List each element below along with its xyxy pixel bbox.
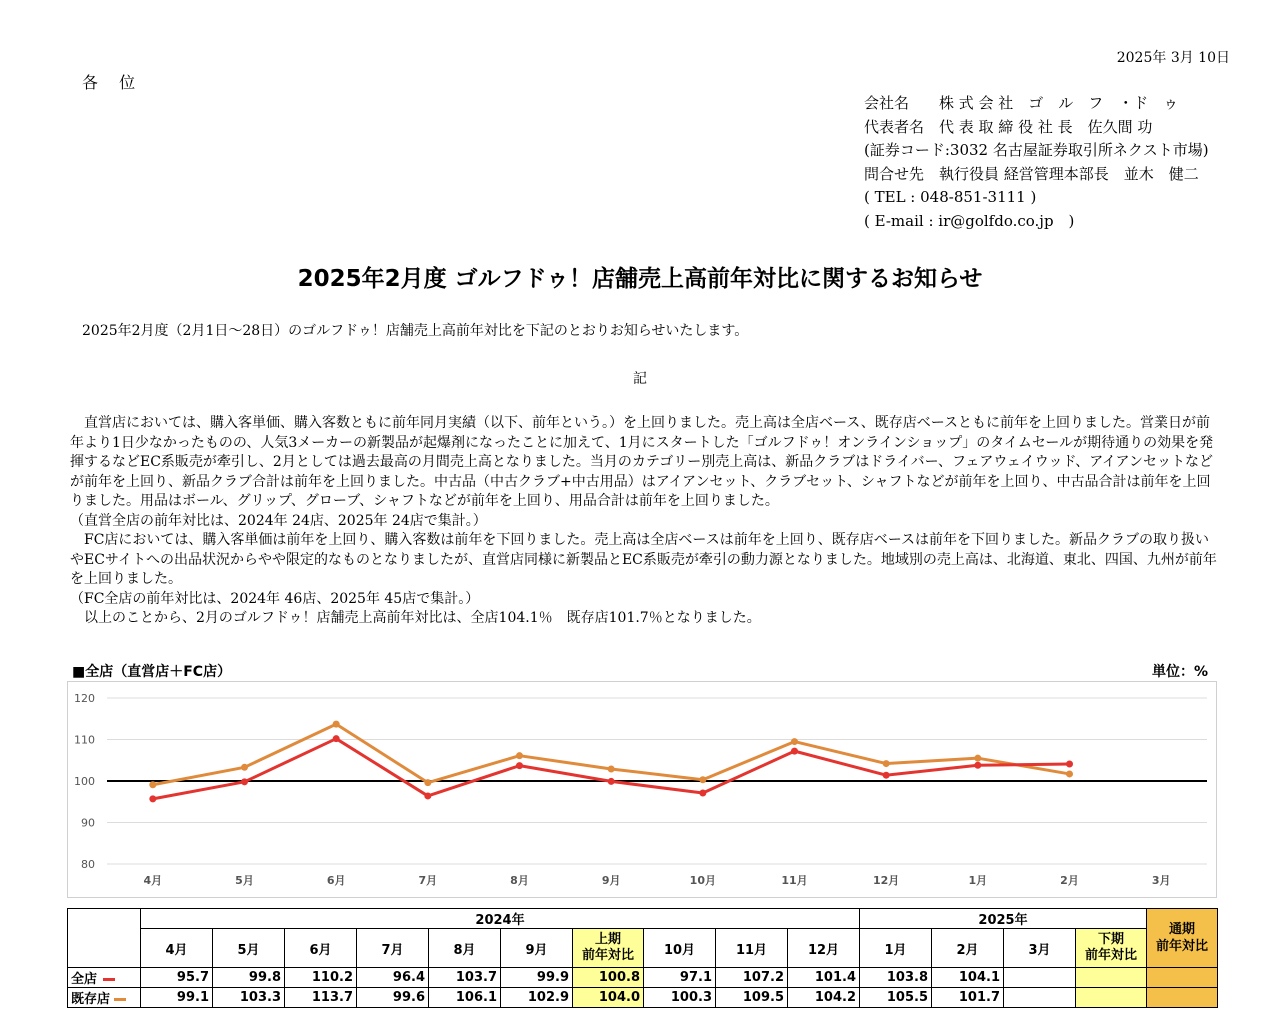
x-tick-label: 1月: [968, 874, 988, 887]
data-point: [974, 755, 981, 762]
h1-total-cell: 104.0: [573, 988, 644, 1008]
company-name-line: 会社名 株 式 会 社 ゴ ル フ ・ド ゥ: [864, 94, 1179, 112]
existing-stores-legend-mark: [114, 998, 126, 1001]
data-point: [516, 762, 523, 769]
x-tick-label: 7月: [418, 874, 438, 887]
month-header: 3月: [1004, 929, 1076, 968]
sales-line-chart: [67, 681, 1217, 898]
table-cell: 100.3: [644, 988, 716, 1008]
chart-frame: [68, 682, 1217, 898]
year-2025-header: 2025年: [860, 909, 1147, 929]
table-cell: 97.1: [644, 968, 716, 988]
x-tick-label: 12月: [873, 874, 900, 887]
sales-data-table: [67, 908, 1218, 1008]
month-header: 7月: [357, 929, 429, 968]
table-corner: [68, 909, 141, 968]
y-tick-label: 90: [81, 816, 95, 830]
data-point: [791, 738, 798, 745]
fc-store-paragraph: FC店においては、購入客単価は前年を上回り、購入客数は前年を下回りました。売上高は全店ベースは前年を上回り、既存店ベースは前年を下回りました。新品クラブの取り扱いやECサイトへの出品状況からやや限定的なものとなりましたが、直営店同様に新製品とEC系販売が牽引の動力源となりました。地域別の売上高は、北海道、東北、四国、九州が前年を上回りました。: [70, 532, 1217, 587]
x-tick-label: 2月: [1060, 874, 1079, 887]
table-cell: 101.7: [932, 988, 1004, 1008]
x-tick-label: 9月: [601, 874, 621, 887]
data-point: [516, 752, 523, 759]
all-stores-legend-mark: [103, 978, 115, 981]
data-point: [424, 792, 431, 799]
data-point: [333, 721, 340, 728]
h2-total-header: 下期 前年対比: [1076, 929, 1147, 968]
representative-line: 代表者名 代 表 取 締 役 社 長 佐久間 功: [864, 117, 1153, 136]
row-label: 既存店: [68, 988, 141, 1008]
year-2024-header: 2024年: [141, 909, 860, 929]
month-header: 6月: [285, 929, 357, 968]
month-header: 11月: [716, 929, 788, 968]
data-point: [608, 778, 615, 785]
table-cell: 106.1: [429, 988, 501, 1008]
month-header: 12月: [788, 929, 860, 968]
data-point: [149, 781, 156, 788]
data-point: [149, 795, 156, 802]
data-point: [1066, 760, 1073, 767]
month-header: 2月: [932, 929, 1004, 968]
table-cell: 99.6: [357, 988, 429, 1008]
y-tick-label: 100: [74, 775, 95, 788]
table-cell: 99.9: [501, 968, 573, 988]
full-year-cell: [1147, 988, 1218, 1008]
x-tick-label: 5月: [235, 874, 254, 887]
company-info: [864, 92, 1209, 233]
y-tick-label: 80: [81, 858, 95, 871]
h1-total-header: 上期 前年対比: [573, 929, 644, 968]
ki-heading: 記: [633, 371, 647, 387]
table-cell: 109.5: [716, 988, 788, 1008]
unit-label: 単位：%: [1151, 664, 1208, 680]
direct-store-note: （直営全店の前年対比は、2024年 24店、2025年 24店で集計。）: [70, 512, 487, 529]
month-header: 1月: [860, 929, 932, 968]
table-cell: 96.4: [357, 968, 429, 988]
data-point: [791, 748, 798, 755]
month-header: 9月: [501, 929, 573, 968]
document-title: 2025年2月度 ゴルフドゥ！店舗売上高前年対比に関するお知らせ: [297, 266, 983, 292]
table-cell: 110.2: [285, 968, 357, 988]
y-tick-label: 110: [74, 733, 95, 747]
table-row-existing-stores: [68, 988, 1218, 1008]
data-point: [883, 772, 890, 779]
x-tick-label: 3月: [1151, 874, 1171, 887]
table-cell: 103.3: [213, 988, 285, 1008]
contact-line: 問合せ先 執行役員 経営管理本部長 並木 健二: [864, 164, 1199, 183]
data-point: [241, 764, 248, 771]
table-cell: 99.1: [141, 988, 213, 1008]
table-cell: 99.8: [213, 968, 285, 988]
data-point: [883, 760, 890, 767]
table-cell: [1004, 968, 1076, 988]
row-label: 全店: [68, 968, 141, 988]
intro-text: 2025年2月度（2月1日～28日）のゴルフドゥ！店舗売上高前年対比を下記のとおりお知らせいたします。: [82, 323, 749, 339]
x-tick-label: 10月: [689, 874, 716, 887]
data-point: [333, 735, 340, 742]
data-point: [1066, 770, 1073, 777]
data-point: [699, 776, 706, 783]
h1-total-cell: 100.8: [573, 968, 644, 988]
table-cell: 104.1: [932, 968, 1004, 988]
securities-code-line: (証券コード:3032 名古屋証券取引所ネクスト市場): [864, 141, 1209, 159]
document-date: 2025年 3月 10日: [1116, 50, 1230, 66]
table-cell: 103.7: [429, 968, 501, 988]
data-point: [608, 765, 615, 772]
fc-store-note: （FC全店の前年対比は、2024年 46店、2025年 45店で集計。）: [70, 590, 480, 607]
table-cell: 113.7: [285, 988, 357, 1008]
table-cell: 104.2: [788, 988, 860, 1008]
month-header: 8月: [429, 929, 501, 968]
month-header: 10月: [644, 929, 716, 968]
addressee: 各 位: [82, 73, 144, 92]
direct-store-paragraph: 直営店においては、購入客単価、購入客数ともに前年同月実績（以下、前年という。）を上回りました。売上高は全店ベース、既存店ベースともに前年を上回りました。営業日が前年より1日少なかったものの、人気3メーカーの新製品が起爆剤になったことに加えて、1月にスタートした「ゴルフドゥ！オンラインショップ」のタイムセールが期待通りの効果を発揮するなどEC系販売が牽引し、2月としては過去最高の月間売上高となりました。当月のカテゴリー別売上高は、新品クラブはドライバー、フェアウェイウッド、アイアンセットなどが前年を上回り、新品クラブ合計は前年を上回りました。中古品（中古クラブ+中古用品）はアイアンセット、クラブセット、シャフトなどが前年を上回り、中古品合計は前年を上回りました。用品はボール、グリップ、グローブ、シャフトなどが前年を上回り、用品合計は前年を上回りました。: [70, 415, 1214, 509]
full-year-header: 通期 前年対比: [1147, 909, 1218, 968]
chart-title: ■全店（直営店＋FC店）: [72, 664, 232, 680]
body-text: [70, 414, 1220, 629]
table-cell: 107.2: [716, 968, 788, 988]
month-header: 5月: [213, 929, 285, 968]
x-tick-label: 4月: [143, 874, 163, 887]
data-point: [424, 779, 431, 786]
table-cell: 105.5: [860, 988, 932, 1008]
data-point: [241, 778, 248, 785]
h2-total-cell: [1076, 968, 1147, 988]
data-point: [974, 762, 981, 769]
table-cell: 101.4: [788, 968, 860, 988]
summary-paragraph: 以上のことから、2月のゴルフドゥ！店舗売上高前年対比は、全店104.1％ 既存店101.7％となりました。: [70, 610, 761, 626]
table-row-all-stores: [68, 968, 1218, 988]
h2-total-cell: [1076, 988, 1147, 1008]
table-cell: 95.7: [141, 968, 213, 988]
phone-line: ( TEL : 048-851-3111 ): [864, 188, 1037, 206]
y-tick-label: 120: [74, 692, 95, 705]
email-line: ( E-mail : ir@golfdo.co.jp ): [864, 211, 1075, 230]
table-cell: 103.8: [860, 968, 932, 988]
month-header: 4月: [141, 929, 213, 968]
full-year-cell: [1147, 968, 1218, 988]
x-tick-label: 8月: [510, 874, 529, 887]
x-tick-label: 6月: [326, 874, 346, 887]
table-cell: [1004, 988, 1076, 1008]
table-cell: 102.9: [501, 988, 573, 1008]
x-tick-label: 11月: [781, 874, 808, 887]
data-point: [699, 790, 706, 797]
